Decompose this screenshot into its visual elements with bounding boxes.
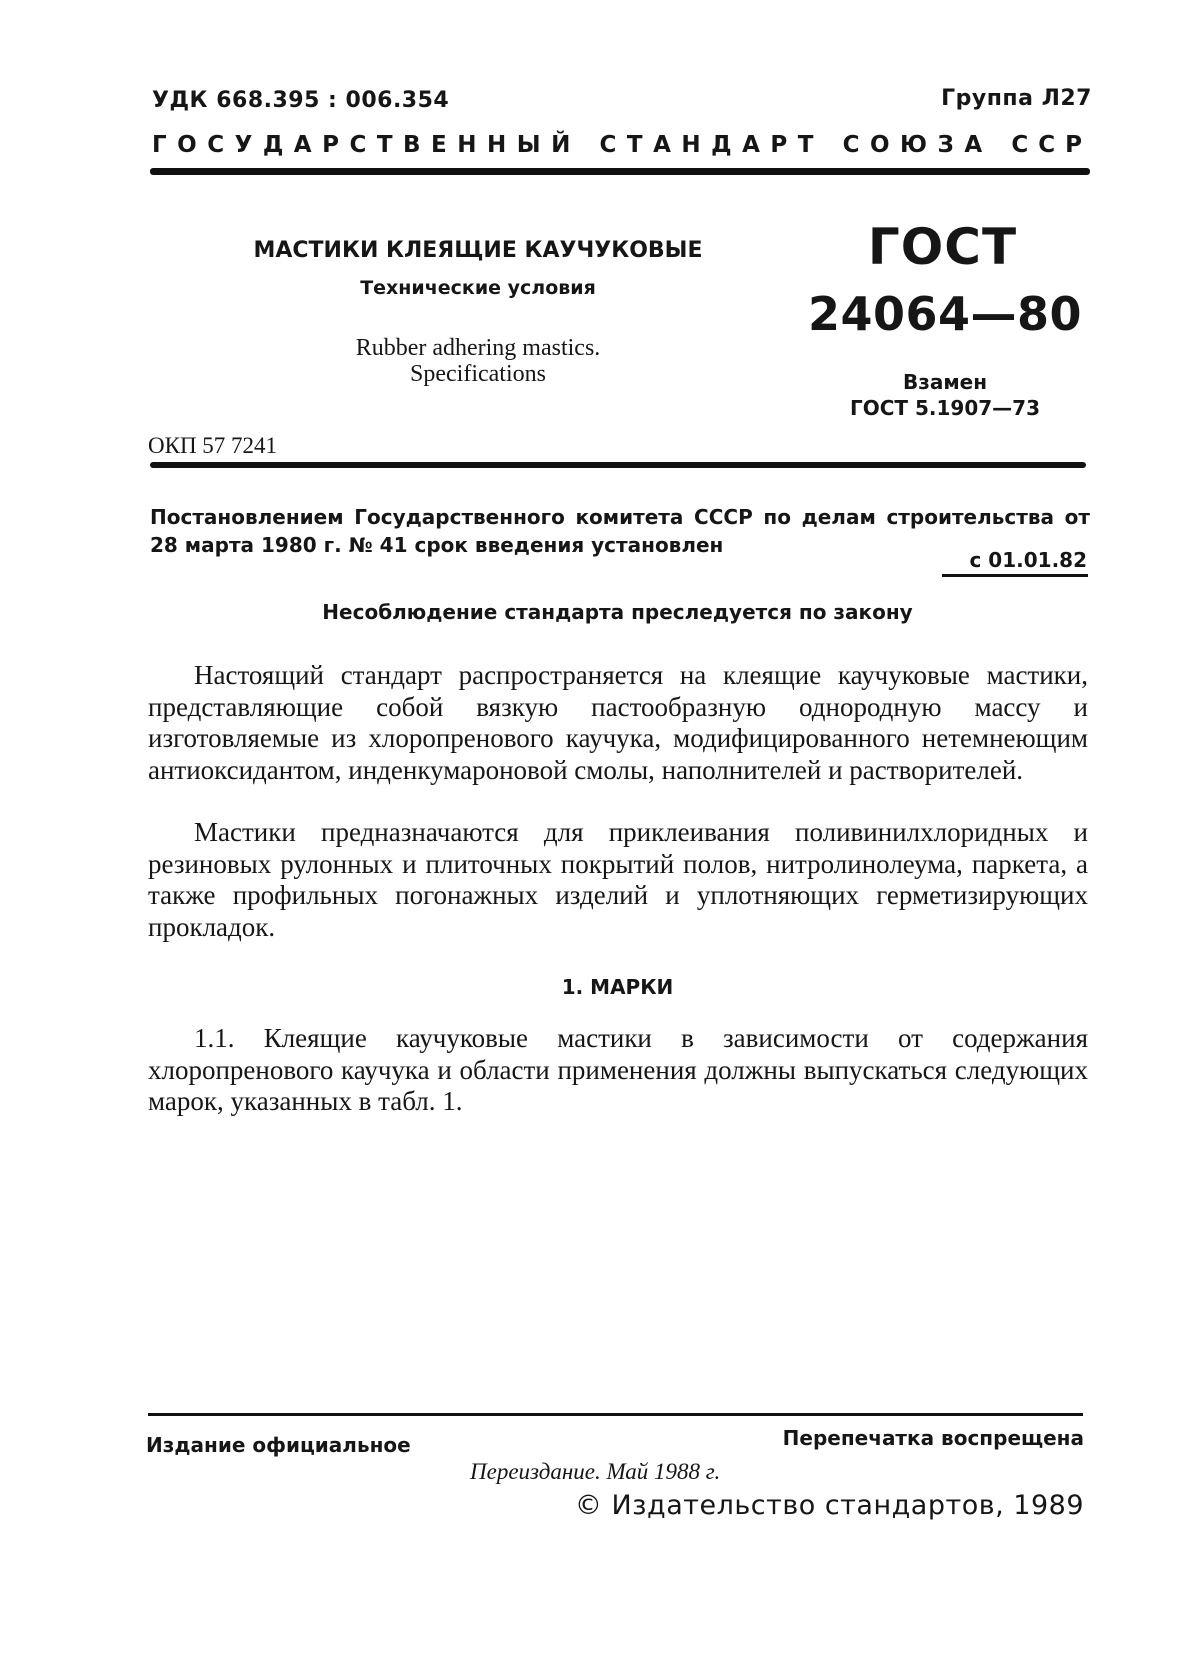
replaces-note <box>835 369 1055 421</box>
official-edition-note: Издание официальное <box>146 1433 411 1457</box>
document-title: МАСТИКИ КЛЕЯЩИЕ КАУЧУКОВЫЕ <box>253 238 703 263</box>
document-subtitle: Технические условия <box>360 277 596 299</box>
state-standard-word: ГОСУДАРСТВЕННЫЙ <box>152 132 581 158</box>
reissue-note: Переиздание. Май 1988 г. <box>470 1459 721 1484</box>
group-code: Группа Л27 <box>941 86 1092 111</box>
publisher-copyright: © Издательство стандартов, 1989 <box>574 1490 1084 1521</box>
body-paragraph: 1.1. Клеящие каучуковые мастики в зависимости от содержания хлоропренового каучука и области применения должны выпускаться следующих марок, указанных в табл. 1. <box>148 1023 1088 1116</box>
body-paragraph: Мастики предназначаются для приклеивания поливинилхлоридных и резиновых рулонных и плиточных покрытий полов, нитролинолеума, паркета, а также профильных погонажных изделий и уплотняющих герметизирующих прокладок. <box>148 817 1088 942</box>
date-underline <box>942 574 1088 577</box>
english-title <box>248 335 708 387</box>
state-standard-word: ССР <box>1011 132 1092 158</box>
top-rule <box>150 168 1090 175</box>
introduction-date: с 01.01.82 <box>969 548 1087 572</box>
state-standard-heading <box>152 132 1092 158</box>
state-standard-word: СОЮЗА <box>842 132 993 158</box>
udk-code: УДК 668.395 : 006.354 <box>152 88 450 113</box>
okp-code: ОКП 57 7241 <box>148 433 278 458</box>
replaces-label: Взамен <box>902 370 988 394</box>
english-title-line: Rubber adhering mastics. <box>355 335 601 361</box>
decree-text: Постановлением Государственного комитета СССР по делам строительства от 28 марта 1980 г. № 41 срок введения установлен <box>150 505 1090 557</box>
middle-rule <box>150 462 1086 468</box>
gost-number: 24064—80 <box>807 287 1083 341</box>
bottom-rule <box>148 1413 1083 1416</box>
legal-warning: Несоблюдение стандарта преследуется по закону <box>322 600 913 624</box>
reprint-prohibited-note: Перепечатка воспрещена <box>782 1426 1084 1450</box>
english-title-line: Specifications <box>410 361 546 387</box>
gost-label: ГОСТ <box>867 218 1018 276</box>
section-heading: 1. МАРКИ <box>561 975 674 999</box>
replaced-standard: ГОСТ 5.1907—73 <box>849 396 1041 420</box>
body-paragraph: Настоящий стандарт распространяется на клеящие каучуковые мастики, представляющие собой вязкую пастообразную однородную массу и изготовляемые из хлоропренового каучука, модифицированного нетемнеющим антиоксидантом, инденкумароновой смолы, наполнителей и растворителей. <box>148 660 1088 785</box>
state-standard-word: СТАНДАРТ <box>599 132 824 158</box>
